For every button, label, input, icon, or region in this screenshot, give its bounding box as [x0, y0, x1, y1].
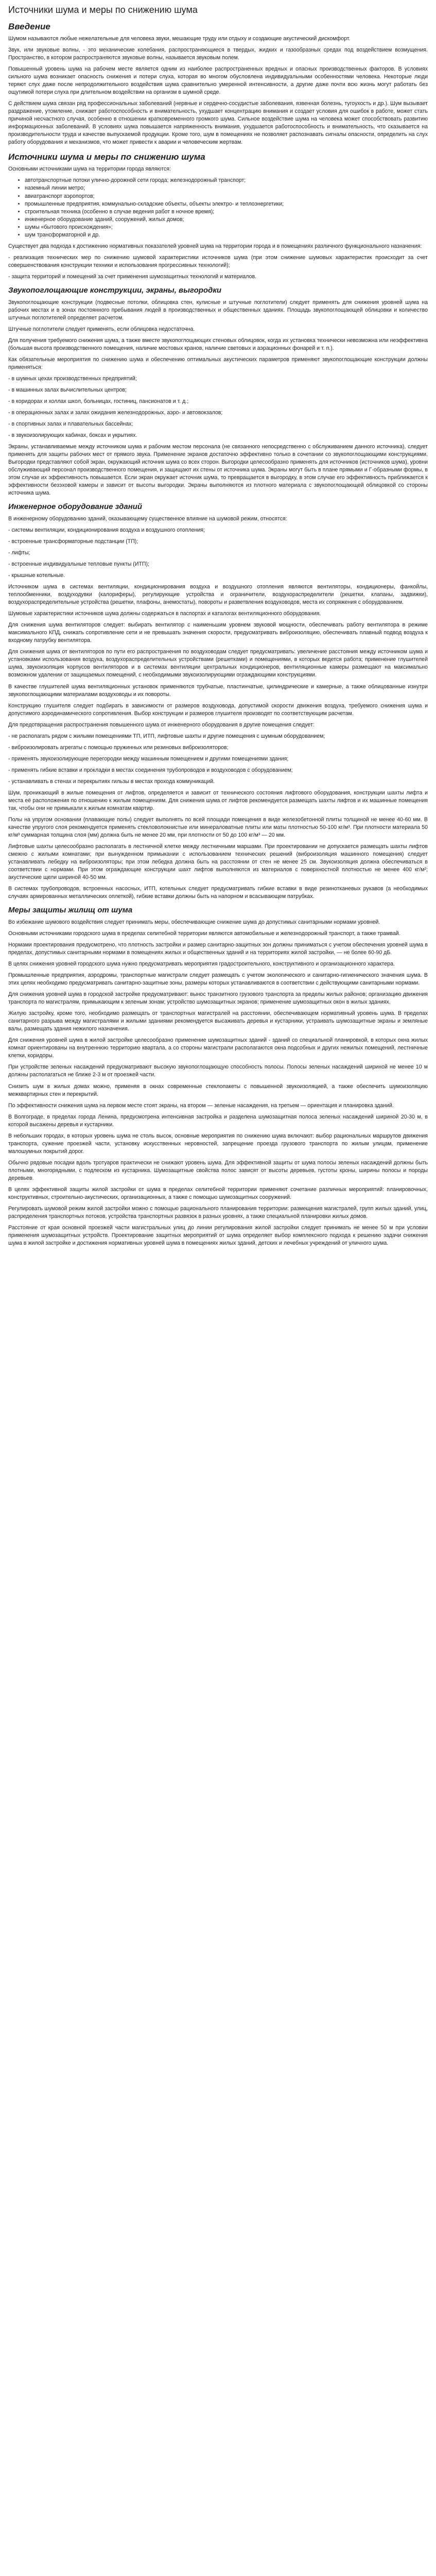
paragraph: - в шумных цехах производственных предприятий; — [8, 375, 137, 382]
list-item: • шум трансформаторной и др. — [25, 231, 428, 239]
list-item: • автотранспортные потоки улично-дорожной сети города; железнодорожный транспорт; — [25, 177, 428, 184]
paragraph: В качестве глушителей шума вентиляционных установок применяются трубчатые, пластинчатые, цилиндрические и камерные, а также облицованные изнутри звукопоглощающими материалами воздуховоды и их повороты. — [8, 683, 428, 698]
list-item: • шумы «бытового происхождения»; — [25, 224, 428, 231]
paragraph: В целях снижения уровней городского шума нужно предусматривать мероприятия градостроительного, конструктивного и организационного характера. — [8, 961, 395, 968]
paragraph: - встроенные трансформаторные подстанции (ТП); — [8, 538, 138, 545]
paragraph: Расстояние от края основной проезжей части магистральных улиц до линии регулирования жилой застройки следует принимать не менее 50 м при условии применения шумозащитных устройств. Проектирование защитных мероприятий от шума определяет выбор комплексного подхода к решению задачи снижения шума в жилой застройке и достижения нормативных уровней шума в помещениях жилых зданий, детских и лечебных учреждений от уличного шума. — [8, 1224, 428, 1247]
paragraph: В целях эффективной защиты жилой застройки от шума в пределах селитебной территории применяют сочетание различных мероприятий: планировочных, конструктивных, строительно-акустических, организационных, а также с помощью шумозащитных сооружений. — [8, 1186, 428, 1200]
paragraph: Для снижения шума вентиляторов следует: выбирать вентилятор с наименьшим уровнем звуковой мощности, обеспечивать работу вентилятора в режиме максимального КПД, снижать сопротивление сети и не превышать значения скорости, предусматривать виброизоляцию, обеспечивать плавный подвод воздуха к входному патрубку вентилятора. — [8, 622, 428, 644]
section-heading: Инженерное оборудование зданий — [8, 502, 143, 512]
paragraph: При устройстве зеленых насаждений предусматривают высокую звукопоглощающую способность полосы. Полосы зеленых насаждений шириной не менее 10 м должны располагаться не ближе 2-3 м от проезжей части. — [8, 1064, 428, 1078]
paragraph: - в звукоизолирующих кабинах, боксах и укрытиях. — [8, 432, 137, 438]
paragraph: Шум, проникающий в жилые помещения от лифтов, определяется и зависит от технического состояния лифтового оборудования, конструкции шахты лифта и места её расположения по отношению к жилым помещениям. Для снижения шума от лифтов рекомендуется размещать шахты лифтов и их машинные помещения так, чтобы они не примыкали к жилым комнатам квартир. — [8, 789, 428, 811]
page-title: Источники шума и меры по снижению шума — [8, 5, 198, 15]
paragraph: Штучные поглотители следует применять, если облицовка недостаточна. — [8, 326, 195, 332]
paragraph: - применять звукоизолирующие перегородки между машинным помещением и другими помещениями здания; — [8, 755, 289, 762]
paragraph: Звук, или звуковые волны, - это механические колебания, распространяющиеся в твердых, жидких и газообразных средах под воздействием возмущения. Пространство, в котором распространяются звуковые волны, называется звуковым полем. — [8, 46, 428, 61]
paragraph: Полы на упругом основании (плавающие полы) следует выполнять по всей площади помещения в виде железобетонной плиты толщиной не менее 40-60 мм. В качестве упругого слоя рекомендуется применять стекловолокнистые или минераловатные плиты или маты плотностью 50-100 кг/м³. При плотности материала 50 кг/м³ суммарная толщина слоя (мм) должна быть не менее 20 мм, при плотности от 50 до 100 кг/м³ — 20 мм. — [8, 816, 428, 838]
paragraph: Конструкцию глушителя следует подбирать в зависимости от размеров воздуховода, допустимой скорости движения воздуха, требуемого снижения шума и допустимого аэродинамического сопротивления. Выбор конструкции и размеров глушителя производят по соответствующим расчетам. — [8, 702, 428, 717]
paragraph: - реализация технических мер по снижению шумовой характеристики источников шума (при этом снижение шумовых характеристик происходит за счет совершенствования конструкции техники и использования прогрессивных технологий); — [8, 254, 428, 268]
paragraph: Источником шума в системах вентиляции, кондиционирования воздуха и воздушного отопления являются вентиляторы, кондиционеры, фанкойлы, теплообменники, воздуходувки (калориферы), регулирующие устройства и ограничители, воздухораспределители (решетки, клапаны, задвижки), воздухораспределительные устройства (решетки, плафоны, анемостаты), повороты и разветвления воздуховодов, места их сопряжения с оборудованием. — [8, 584, 428, 606]
paragraph: Как обязательные мероприятия по снижению шума и обеспечению оптимальных акустических параметров применяют звукопоглощающие конструкции должны применяться: — [8, 356, 428, 370]
paragraph: - лифты; — [8, 550, 30, 556]
paragraph: Нормами проектирования предусмотрено, что плотность застройки и размер санитарно-защитных зон должны приниматься с учетом обеспечения уровней шума в пределах, допустимых санитарными нормами в помещениях жилых и общественных зданий и на территориях жилой застройки, — не более 60-90 дБ. — [8, 942, 428, 956]
paragraph: В системах трубопроводов, встроенных насосных, ИТП, котельных следует предусматривать гибкие вставки в виде резинотканевых рукавов (а необходимых случаях армированных металлических оплеткой), гибкие вставки должны быть на напорном и всасывающем патрубках. — [8, 886, 428, 900]
list-item: • инженерное оборудование зданий, сооружений, жилых домов; — [25, 216, 428, 224]
list-item: • наземный линии метро; — [25, 184, 428, 192]
paragraph: Звукопоглощающие конструкции (подвесные потолки, облицовка стен, кулисные и штучные поглотители) следует применять для снижения уровней шума на рабочих местах и в зонах постоянного пребывания людей в производственных и общественных зданиях. Площадь звукопоглощающей облицовки и количество штучных поглотителей определяет расчетом. — [8, 299, 428, 321]
paragraph: Во избежание шумового воздействия следует принимать меры, обеспечивающие снижение шума до допустимых санитарными нормами уровней. — [8, 919, 380, 925]
section-heading: Источники шума и меры по снижению шума — [8, 152, 205, 162]
paragraph: - применять гибкие вставки и прокладки в местах соединения трубопроводов и воздуховодов с оборудованием; — [8, 767, 293, 773]
paragraph: Существует два подхода к достижению нормативных показателей уровней шума на территории города и в помещениях различного функционального назначения: — [8, 243, 422, 249]
document — [8, 0, 428, 1257]
paragraph: Промышленные предприятия, аэродромы, транспортные магистрали следует размещать с учетом экологического и санитарно-гигиенического значения шума. В этих целях необходимо предусматривать санитарно-защитные зоны, размеры которых устанавливаются в соответствии с действующими санитарными нормами. — [8, 972, 428, 987]
paragraph: Лифтовые шахты целесообразно располагать в лестничной клетке между лестничными маршами. При проектировании не допускается размещать шахты лифтов смежно с жилыми комнатами; при вынужденном примыкании с использованием технических решений (виброизоляция машинного помещения) следует устанавливать лебедку на виброизоляторы; при этом лебедка должна быть на расстоянии от стен не менее 25 см. Звукоизоляция должна обеспечиваться в соответствии с нормами. При этом ограждающие конструкции шахт лифтов выполняются из материалов с поверхностной плотностью не менее 400 кг/м²; акустические щели шириной 40-50 мм. — [8, 843, 428, 881]
section-heading: Звукопоглощающие конструкции, экраны, выгородки — [8, 285, 222, 295]
paragraph: - в машинных залах вычислительных центров; — [8, 386, 127, 393]
paragraph: Основными источниками шума на территории города являются: — [8, 166, 171, 173]
paragraph: - в спортивных залах и плавательных бассейнах; — [8, 420, 133, 427]
bullet-list — [8, 177, 428, 239]
paragraph: В небольших городах, в которых уровень шума не столь высок, основные мероприятия по снижению шума включают: выбор рациональных маршрутов движения транспорта, сужение проезжей части, установку искусственных неровностей, запрещение проезда грузового транспорта по жилым улицам, применение малошумных покрытий дорог. — [8, 1132, 428, 1155]
paragraph: - устанавливать в стенах и перекрытиях гильзы в местах прохода коммуникаций. — [8, 778, 215, 785]
paragraph: - встроенные индивидуальные тепловые пункты (ИТП); — [8, 561, 149, 568]
paragraph: Шумом называются любые нежелательные для человека звуки, мешающие труду или отдыху и создающие акустический дискомфорт. — [8, 35, 351, 42]
paragraph: Снизить шум в жилых домах можно, применяя в окнах современные стеклопакеты с повышенной звукоизоляцией, а также обеспечить шумоизоляцию межквартирных стен и перекрытий. — [8, 1083, 428, 1097]
paragraph: Для получения требуемого снижения шума, а также вместе звукопоглощающих стеновых облицовок, когда их установка технически невозможна или неэффективна (большая высота производственного помещения, наличие мостовых кранов, наличие световых и аэрационных фонарей и т. п.). — [8, 337, 428, 351]
paragraph: - в коридорах и холлах школ, больницах, гостиниц, пансионатов и т. д.; — [8, 398, 189, 404]
paragraph: - системы вентиляции, кондиционирования воздуха и воздушного отопления; — [8, 527, 205, 533]
list-item: • строительная техника (особенно в случае ведения работ в ночное время); — [25, 208, 428, 216]
paragraph: Регулировать шумовой режим жилой застройки можно с помощью рационального планирования территории: размещения магистралей, групп жилых зданий, улиц, распределения транспортных потоков, устройства транспортных развязок в разных уровнях, а также специальной планировки жилых домов. — [8, 1205, 428, 1219]
paragraph: С действием шума связан ряд профессиональных заболеваний (нервные и сердечно-сосудистые заболевания, язвенная болезнь, тугоухость и др.). Шум вызывает раздражение, утомление, снижает работоспособность и внимательность, ухудшает концентрацию внимания и создает условия для ошибок в работе, может стать причиной несчастного случая, особенно в отношении кратковременного громкого шума. Сильное воздействие шума на человека может способствовать развитию информационных заболеваний. В условиях шума повышается напряженность внимания, ухудшается работоспособность и внимательность, что сказывается на производительности труда и качестве выпускаемой продукции. Кроме того, шум в помещениях не позволяет распознавать сигналы опасности, определить на слух работу оборудования и механизмов, что может привести к аварии и человеческим жертвам. — [8, 100, 428, 146]
paragraph: Обычно рядовые посадки вдоль тротуаров практически не снижают уровень шума. Для эффективной защиты от шума полосы зеленых насаждений должны быть плотными, многорядными, с подлеском из кустарника. Шумозащитные свойства полос зависят от высоты деревьев, густоты кроны, ширины полосы и породы деревьев. — [8, 1159, 428, 1181]
paragraph: Для снижения уровней шума в жилой застройке целесообразно применение шумозащитных зданий - зданий со специальной планировкой, в которых окна жилых комнат ориентированы на внутреннюю территорию квартала, а со стороны магистрали располагаются окна подсобных и других нежилых помещений, лестничные клетки, коридоры. — [8, 1037, 428, 1059]
paragraph: В инженерному оборудованию зданий, оказывающему существенное влияние на шумовой режим, относятся: — [8, 515, 287, 522]
section-heading: Введение — [8, 21, 50, 31]
document-body — [8, 21, 428, 1248]
paragraph: Основными источниками городского шума в пределах селитебной территории являются автомобильные и железнодорожный транспорт, а также трамвай. — [8, 930, 400, 937]
paragraph: Жилую застройку, кроме того, необходимо размещать от транспортных магистралей на расстоянии, обеспечивающем нормативный уровень шума. В пределах санитарного разрыва между магистралями и жилыми зданиями рекомендуется высаживать деревья и кустарники, устраивать шумозащитные экраны и земляные валы, размещать здания нежилого назначения. — [8, 1010, 428, 1032]
paragraph: - крышные котельные. — [8, 572, 65, 579]
paragraph: Для снижения шума от вентиляторов по пути его распространения по воздуховодам следует предусматривать: увеличение расстояния между источником шума и установками использования воздуха, воздухораспределительных устройствами (решетками) и помещениями, в которых ведется работа; применение глушителей шума, звукоизоляция корпусов вентиляторов и в системах вентиляции центральных кондиционеров, вентиляционные камеры размещают на максимально возможном удалении от защищаемых помещений, с необходимыми звукоизолирующими ограждающими конструкциями. — [8, 649, 428, 679]
paragraph: Для предотвращения распространения повышенного шума от инженерного оборудования в другие помещения следует: — [8, 721, 315, 728]
paragraph: Для снижения уровней шума в городской застройке предусматривают: вынос транзитного грузового транспорта за пределы жилых районов; организацию движения транспорта по магистралям, примыкающим к зеленым зонам; устройство шумозащитных экранов; применение шумозащитных окон в жилых зданиях. — [8, 991, 428, 1006]
paragraph: - не располагать рядом с жилыми помещениями ТП, ИТП, лифтовые шахты и другие помещения с шумным оборудованием; — [8, 733, 325, 739]
paragraph: - защита территорий и помещений за счет применения шумозащитных технологий и материалов. — [8, 273, 257, 280]
paragraph: Экраны, устанавливаемые между источником шума и рабочим местом персонала (не связанного непосредственно с обслуживанием данного источника), следует применять для защиты рабочих мест от прямого звука. Применение экранов достаточно эффективно только в сочетании со звукопоглощающими конструкциями. Выгородки представляют собой экран, окружающий источник шума со всех сторон. Выгородки целесообразно применять для источников (источников шума), уровни обслуживающий персонал производственного помещения, и защищают их стены от источника шума. Экраны могут быть в плане прямыми и Г-образными формы, в этом случае их эффективность повышается. Если экран окружает источник шума, то превращается в выгородку, в этом случае его эффективность приближается к эффективности безэховой камеры и зависит от высоты выгородки. Экраны выполняются из плотного материала с звукопоглощающей облицовкой со стороны источника шума. — [8, 444, 428, 497]
paragraph: В Волгограде, в пределах города Ленина, предусмотрена интенсивная застройка и разделена шумозащитная полоса зеленых насаждений шириной 20-30 м, в которой высажены деревья и кустарники. — [8, 1113, 428, 1128]
list-item: • промышленные предприятия, коммунально-складские объекты, объекты электро- и теплоэнергетики; — [25, 200, 428, 208]
section-heading: Меры защиты жилищ от шума — [8, 906, 133, 915]
paragraph: - в операционных залах и залах ожидания железнодорожных, аэро- и автовокзалов; — [8, 409, 223, 416]
paragraph: - виброизолировать агрегаты с помощью пружинных или резиновых виброизоляторов; — [8, 744, 229, 751]
paragraph: Шумовые характеристики источников шума должны содержаться в паспортах и каталогах вентиляционного оборудования. — [8, 611, 321, 617]
paragraph: По эффективности снижения шума на первом месте стоят экраны, на втором — зеленые насаждения, на третьем — ориентация и планировка зданий. — [8, 1102, 394, 1109]
paragraph: Повышенный уровень шума на рабочем месте является одним из наиболее распространенных вредных и опасных производственных факторов. В условиях сильного шума возникает опасность снижения и потери слуха, которая во многом обусловлена индивидуальными особенностями человека. Некоторые люди теряют слух даже после непродолжительного воздействия шума сравнительно умеренной интенсивности, а другие даже почти всю жизнь могут работать без ощутимой потери слуха при длительном воздействии на организм в шумной среде. — [8, 65, 428, 95]
list-item: • авиатранспорт аэропортов; — [25, 193, 428, 200]
